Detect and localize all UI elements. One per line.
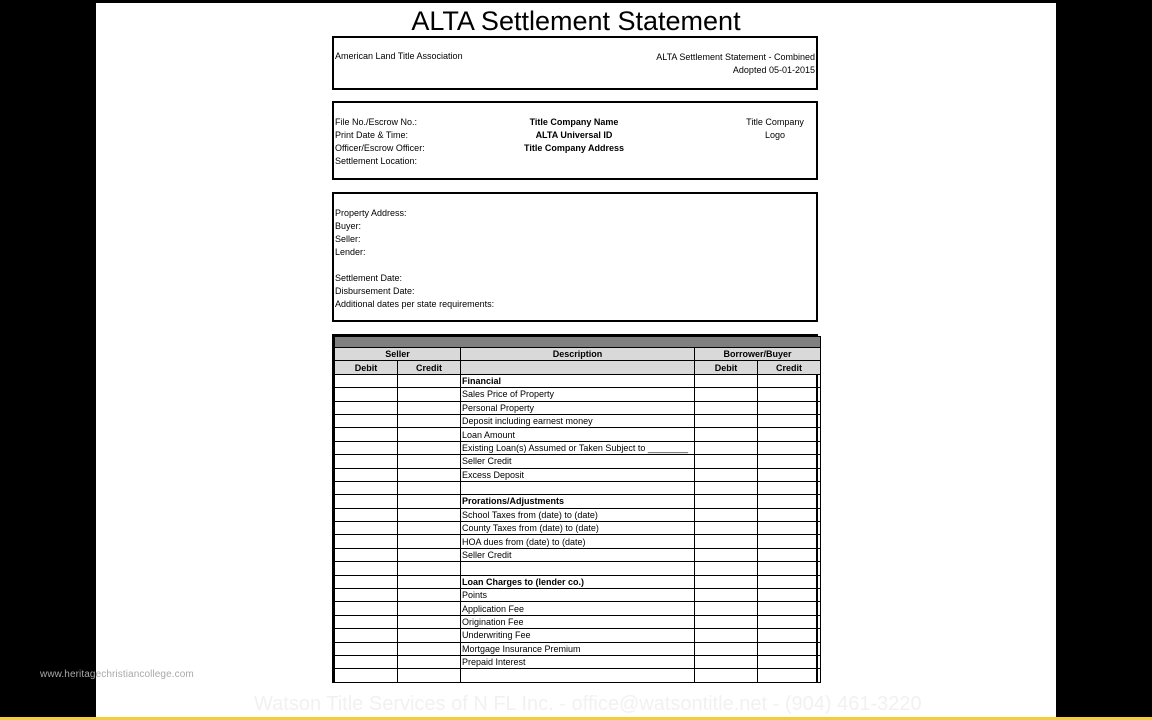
seller-credit-cell <box>398 428 461 441</box>
seller-credit-cell <box>398 401 461 414</box>
property-address-label: Property Address: <box>335 208 407 218</box>
file-no-label: File No./Escrow No.: <box>335 117 418 127</box>
borrower-debit-cell <box>695 535 758 548</box>
seller-debit-cell <box>335 562 398 575</box>
ledger-row <box>335 669 821 682</box>
ledger-row <box>335 414 821 427</box>
company-name: Title Company Name <box>529 117 619 127</box>
ledger-row <box>335 615 821 628</box>
description-cell: Points <box>461 589 695 602</box>
borrower-debit-cell <box>695 508 758 521</box>
seller-credit-cell <box>398 589 461 602</box>
description-header: Description <box>461 348 695 361</box>
seller-credit-cell <box>398 374 461 387</box>
seller-debit-cell <box>335 441 398 454</box>
lender-label: Lender: <box>335 247 366 257</box>
file-info-box <box>332 101 818 180</box>
seller-debit-cell <box>335 575 398 588</box>
borrower-debit-cell <box>695 455 758 468</box>
seller-credit-cell <box>398 575 461 588</box>
ledger-group-header <box>335 348 821 361</box>
disbursement-date-label: Disbursement Date: <box>335 286 415 296</box>
description-cell: Sales Price of Property <box>461 388 695 401</box>
logo-line-2: Logo <box>764 130 786 140</box>
seller-header: Seller <box>335 348 461 361</box>
description-cell: Deposit including earnest money <box>461 414 695 427</box>
borrower-credit-cell <box>758 589 821 602</box>
document-page <box>96 3 1056 717</box>
print-date-label: Print Date & Time: <box>335 130 409 140</box>
seller-debit-cell <box>335 655 398 668</box>
seller-debit-cell <box>335 468 398 481</box>
seller-label: Seller: <box>335 234 361 244</box>
description-cell: Seller Credit <box>461 548 695 561</box>
borrower-credit-cell <box>758 374 821 387</box>
ledger-top-bar <box>335 337 821 348</box>
statement-type-line: ALTA Settlement Statement - Combined <box>656 52 815 62</box>
borrower-credit-cell <box>758 455 821 468</box>
borrower-debit-cell <box>695 441 758 454</box>
seller-debit-cell <box>335 615 398 628</box>
officer-label: Officer/Escrow Officer: <box>335 143 425 153</box>
seller-credit-cell <box>398 388 461 401</box>
seller-debit-cell <box>335 481 398 494</box>
ledger-row <box>335 455 821 468</box>
borrower-credit-cell <box>758 669 821 682</box>
description-cell: Financial <box>461 374 695 387</box>
description-cell: School Taxes from (date) to (date) <box>461 508 695 521</box>
description-subheader <box>461 361 695 374</box>
seller-credit-cell <box>398 441 461 454</box>
borrower-credit-cell <box>758 562 821 575</box>
borrower-debit-cell <box>695 388 758 401</box>
borrower-credit-cell <box>758 535 821 548</box>
borrower-debit-cell <box>695 669 758 682</box>
borrower-debit-cell <box>695 495 758 508</box>
seller-debit-cell <box>335 414 398 427</box>
seller-credit-cell <box>398 602 461 615</box>
seller-debit-cell <box>335 589 398 602</box>
seller-debit-cell <box>335 522 398 535</box>
ledger-row <box>335 522 821 535</box>
page-title: ALTA Settlement Statement <box>411 6 741 36</box>
company-address: Title Company Address <box>523 143 625 153</box>
description-cell: Existing Loan(s) Assumed or Taken Subject to ________ <box>461 441 695 454</box>
seller-debit-cell <box>335 669 398 682</box>
borrower-credit-cell <box>758 522 821 535</box>
borrower-debit-cell <box>695 522 758 535</box>
seller-credit-cell <box>398 508 461 521</box>
association-name: American Land Title Association <box>335 51 463 61</box>
description-cell: Loan Charges to (lender co.) <box>461 575 695 588</box>
ledger-row <box>335 602 821 615</box>
ledger-row <box>335 428 821 441</box>
property-labels <box>335 207 494 311</box>
company-logo-placeholder <box>735 116 815 142</box>
settlement-location-label: Settlement Location: <box>335 156 418 166</box>
footer-contact: Watson Title Services of N FL Inc. - office@watsontitle.net - (904) 461-3220 <box>254 693 922 715</box>
ledger-row <box>335 468 821 481</box>
borrower-credit-cell <box>758 615 821 628</box>
borrower-debit-cell <box>695 615 758 628</box>
borrower-credit-cell <box>758 428 821 441</box>
borrower-credit-cell <box>758 468 821 481</box>
ledger-row <box>335 575 821 588</box>
seller-debit-cell <box>335 508 398 521</box>
borrower-debit-cell <box>695 428 758 441</box>
company-info <box>514 116 634 155</box>
seller-credit-cell <box>398 548 461 561</box>
seller-credit-cell <box>398 642 461 655</box>
seller-credit-cell <box>398 562 461 575</box>
seller-credit-cell <box>398 669 461 682</box>
borrower-header: Borrower/Buyer <box>695 348 821 361</box>
ledger-row <box>335 441 821 454</box>
borrower-debit-cell <box>695 655 758 668</box>
seller-credit-cell <box>398 455 461 468</box>
ledger-row <box>335 535 821 548</box>
description-cell <box>461 481 695 494</box>
borrower-credit-cell <box>758 655 821 668</box>
description-cell: Prepaid Interest <box>461 655 695 668</box>
borrower-debit-cell <box>695 642 758 655</box>
seller-debit-cell <box>335 428 398 441</box>
borrower-credit-cell <box>758 401 821 414</box>
ledger-row <box>335 374 821 387</box>
universal-id: ALTA Universal ID <box>535 130 613 140</box>
seller-credit-cell <box>398 468 461 481</box>
borrower-credit-cell <box>758 481 821 494</box>
borrower-credit-cell <box>758 414 821 427</box>
seller-credit-cell <box>398 655 461 668</box>
ledger-row <box>335 548 821 561</box>
site-watermark: www.heritagechristiancollege.com <box>40 669 194 680</box>
borrower-debit-cell <box>695 374 758 387</box>
ledger-row <box>335 401 821 414</box>
borrower-credit-cell <box>758 575 821 588</box>
seller-credit-cell <box>398 535 461 548</box>
description-cell: Excess Deposit <box>461 468 695 481</box>
property-info-box <box>332 192 818 322</box>
seller-debit-cell <box>335 535 398 548</box>
borrower-debit-cell <box>695 414 758 427</box>
seller-debit-cell <box>335 602 398 615</box>
seller-debit-cell <box>335 495 398 508</box>
seller-credit-cell <box>398 414 461 427</box>
description-cell: Prorations/Adjustments <box>461 495 695 508</box>
logo-line-1: Title Company <box>746 117 804 127</box>
description-cell: Seller Credit <box>461 455 695 468</box>
ledger-row <box>335 642 821 655</box>
borrower-credit-cell <box>758 642 821 655</box>
borrower-credit-cell <box>758 629 821 642</box>
description-cell: Application Fee <box>461 602 695 615</box>
borrower-debit-cell <box>695 602 758 615</box>
ledger-row <box>335 562 821 575</box>
borrower-debit-cell <box>695 401 758 414</box>
ledger-row <box>335 655 821 668</box>
seller-debit-cell <box>335 401 398 414</box>
ledger-row <box>335 481 821 494</box>
seller-credit-cell <box>398 629 461 642</box>
header-box <box>332 36 818 90</box>
settlement-date-label: Settlement Date: <box>335 273 403 283</box>
description-cell: Loan Amount <box>461 428 695 441</box>
statement-type <box>656 51 815 77</box>
borrower-credit-cell <box>758 602 821 615</box>
description-cell: Origination Fee <box>461 615 695 628</box>
borrower-credit-cell <box>758 548 821 561</box>
borrower-debit-header: Debit <box>695 361 758 374</box>
borrower-debit-cell <box>695 575 758 588</box>
seller-debit-cell <box>335 548 398 561</box>
borrower-debit-cell <box>695 562 758 575</box>
seller-debit-cell <box>335 642 398 655</box>
borrower-credit-cell <box>758 441 821 454</box>
seller-debit-cell <box>335 388 398 401</box>
borrower-credit-cell <box>758 495 821 508</box>
borrower-credit-cell <box>758 508 821 521</box>
seller-debit-cell <box>335 374 398 387</box>
additional-dates-label: Additional dates per state requirements: <box>335 299 495 309</box>
borrower-credit-cell <box>758 388 821 401</box>
ledger-row <box>335 495 821 508</box>
ledger-subheader <box>335 361 821 374</box>
label-spacer <box>335 259 494 272</box>
adoption-date: Adopted 05-01-2015 <box>732 65 815 75</box>
borrower-debit-cell <box>695 468 758 481</box>
seller-credit-cell <box>398 481 461 494</box>
description-cell <box>461 669 695 682</box>
seller-credit-header: Credit <box>398 361 461 374</box>
seller-credit-cell <box>398 522 461 535</box>
seller-debit-cell <box>335 629 398 642</box>
description-cell: Personal Property <box>461 401 695 414</box>
file-labels <box>335 116 425 168</box>
seller-debit-header: Debit <box>335 361 398 374</box>
description-cell: Mortgage Insurance Premium <box>461 642 695 655</box>
ledger-row <box>335 508 821 521</box>
buyer-label: Buyer: <box>335 221 362 231</box>
borrower-debit-cell <box>695 629 758 642</box>
description-cell <box>461 562 695 575</box>
seller-debit-cell <box>335 455 398 468</box>
description-cell: Underwriting Fee <box>461 629 695 642</box>
description-cell: County Taxes from (date) to (date) <box>461 522 695 535</box>
ledger-row <box>335 629 821 642</box>
settlement-ledger-table <box>332 334 818 683</box>
borrower-debit-cell <box>695 548 758 561</box>
borrower-debit-cell <box>695 589 758 602</box>
borrower-debit-cell <box>695 481 758 494</box>
seller-credit-cell <box>398 495 461 508</box>
seller-credit-cell <box>398 615 461 628</box>
ledger-row <box>335 388 821 401</box>
description-cell: HOA dues from (date) to (date) <box>461 535 695 548</box>
ledger-row <box>335 589 821 602</box>
borrower-credit-header: Credit <box>758 361 821 374</box>
